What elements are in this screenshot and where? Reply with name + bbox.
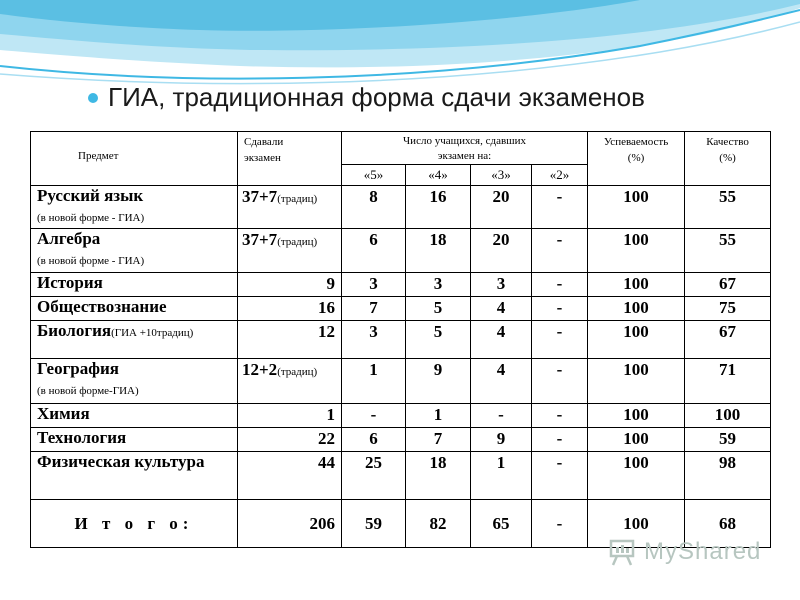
total-took: 206 <box>238 500 342 548</box>
table-row <box>31 452 771 500</box>
took-value: 16 <box>318 298 335 317</box>
table-row <box>31 404 771 428</box>
header-grade-5: «5» <box>342 165 406 186</box>
header-success: Успеваемость (%) <box>588 132 685 186</box>
grade-5-cell: 3 <box>342 273 406 297</box>
bullet-icon <box>88 93 98 103</box>
grade-3-cell: 20 <box>471 229 532 273</box>
grade-5-cell: 8 <box>342 186 406 229</box>
total-success: 100 <box>588 500 685 548</box>
table-row <box>31 359 771 404</box>
took-cell <box>238 404 342 428</box>
success-cell: 100 <box>588 297 685 321</box>
table-row <box>31 273 771 297</box>
grade-4-cell: 5 <box>406 297 471 321</box>
grade-4-cell: 18 <box>406 229 471 273</box>
grade-5-cell: 6 <box>342 229 406 273</box>
quality-cell: 67 <box>685 273 771 297</box>
table-row <box>31 321 771 359</box>
subject-name: Технология <box>37 428 127 447</box>
grade-2-cell: - <box>532 186 588 229</box>
grade-2-cell: - <box>532 359 588 404</box>
success-cell: 100 <box>588 452 685 500</box>
took-value: 22 <box>318 429 335 448</box>
took-value: 37+7 <box>242 230 278 249</box>
grade-4-cell: 16 <box>406 186 471 229</box>
success-cell: 100 <box>588 428 685 452</box>
subject-note: (в новой форме - ГИА) <box>37 212 145 224</box>
total-grade-2: - <box>532 500 588 548</box>
grade-4-cell: 1 <box>406 404 471 428</box>
header-grade-4: «4» <box>406 165 471 186</box>
quality-cell: 100 <box>685 404 771 428</box>
grade-2-cell: - <box>532 321 588 359</box>
grade-2-cell: - <box>532 452 588 500</box>
grade-3-cell: 4 <box>471 297 532 321</box>
took-cell <box>238 273 342 297</box>
took-value: 44 <box>318 453 335 472</box>
took-cell <box>238 428 342 452</box>
table-row <box>31 297 771 321</box>
grade-3-cell: 3 <box>471 273 532 297</box>
quality-cell: 75 <box>685 297 771 321</box>
subject-cell <box>31 273 238 297</box>
took-cell <box>238 452 342 500</box>
subject-name: Химия <box>37 404 90 423</box>
subject-name: Обществознание <box>37 297 167 316</box>
grade-4-cell: 5 <box>406 321 471 359</box>
grade-5-cell: - <box>342 404 406 428</box>
grade-4-cell: 3 <box>406 273 471 297</box>
header-quality: Качество (%) <box>685 132 771 186</box>
took-cell <box>238 229 342 273</box>
table-row <box>31 428 771 452</box>
grade-5-cell: 7 <box>342 297 406 321</box>
subject-note: (в новой форме-ГИА) <box>37 385 139 397</box>
header-row-1 <box>31 132 771 165</box>
slide-title-block <box>88 82 645 113</box>
quality-cell: 67 <box>685 321 771 359</box>
subject-cell <box>31 229 238 273</box>
took-note: (традиц) <box>277 366 318 378</box>
took-cell <box>238 297 342 321</box>
subject-name: Физическая культура <box>37 452 205 471</box>
took-value: 12 <box>318 322 335 341</box>
grade-2-cell: - <box>532 297 588 321</box>
table-row <box>31 229 771 273</box>
grade-2-cell: - <box>532 428 588 452</box>
took-note: (традиц) <box>277 236 318 248</box>
quality-cell: 55 <box>685 229 771 273</box>
total-quality: 68 <box>685 500 771 548</box>
header-subject: Предмет <box>31 132 238 186</box>
presentation-board-icon <box>608 538 638 566</box>
took-value: 37+7 <box>242 187 278 206</box>
took-cell <box>238 359 342 404</box>
grade-4-cell: 7 <box>406 428 471 452</box>
subject-name: История <box>37 273 103 292</box>
grade-4-cell: 18 <box>406 452 471 500</box>
grade-2-cell: - <box>532 273 588 297</box>
subject-name: Алгебра <box>37 229 101 248</box>
grade-3-cell: 20 <box>471 186 532 229</box>
subject-cell <box>31 297 238 321</box>
quality-cell: 55 <box>685 186 771 229</box>
slide-title: ГИА, традиционная форма сдачи экзаменов <box>108 82 645 112</box>
grade-5-cell: 6 <box>342 428 406 452</box>
grade-4-cell: 9 <box>406 359 471 404</box>
watermark <box>608 538 761 566</box>
took-cell <box>238 321 342 359</box>
success-cell: 100 <box>588 273 685 297</box>
header-grade-2: «2» <box>532 165 588 186</box>
results-table <box>30 131 771 548</box>
took-value: 9 <box>326 274 335 293</box>
grade-3-cell: 4 <box>471 359 532 404</box>
header-took: Сдавали экзамен <box>238 132 342 186</box>
subject-note: (в новой форме - ГИА) <box>37 255 145 267</box>
took-value: 1 <box>326 405 335 424</box>
grade-3-cell: 1 <box>471 452 532 500</box>
total-label: И т о г о: <box>31 500 238 548</box>
subject-name: Биология <box>37 321 112 340</box>
subject-cell <box>31 452 238 500</box>
took-cell <box>238 186 342 229</box>
grade-3-cell: - <box>471 404 532 428</box>
grade-5-cell: 25 <box>342 452 406 500</box>
success-cell: 100 <box>588 229 685 273</box>
took-note: (традиц) <box>277 193 318 205</box>
quality-cell: 71 <box>685 359 771 404</box>
grade-3-cell: 4 <box>471 321 532 359</box>
subject-name: Русский язык <box>37 186 144 205</box>
grade-5-cell: 1 <box>342 359 406 404</box>
grade-2-cell: - <box>532 404 588 428</box>
header-count: Число учащихся, сдавших экзамен на: <box>342 132 588 165</box>
subject-cell <box>31 404 238 428</box>
subject-cell <box>31 186 238 229</box>
subject-cell <box>31 428 238 452</box>
quality-cell: 98 <box>685 452 771 500</box>
subject-cell <box>31 359 238 404</box>
table-row <box>31 186 771 229</box>
subject-cell <box>31 321 238 359</box>
grade-3-cell: 9 <box>471 428 532 452</box>
watermark-text: MyShared <box>644 538 762 565</box>
took-value: 12+2 <box>242 360 278 379</box>
success-cell: 100 <box>588 186 685 229</box>
total-grade-3: 65 <box>471 500 532 548</box>
subject-note: (ГИА +10традиц) <box>111 327 194 339</box>
grade-5-cell: 3 <box>342 321 406 359</box>
header-grade-3: «3» <box>471 165 532 186</box>
quality-cell: 59 <box>685 428 771 452</box>
success-cell: 100 <box>588 321 685 359</box>
total-grade-5: 59 <box>342 500 406 548</box>
total-grade-4: 82 <box>406 500 471 548</box>
success-cell: 100 <box>588 359 685 404</box>
subject-name: География <box>37 359 119 378</box>
success-cell: 100 <box>588 404 685 428</box>
grade-2-cell: - <box>532 229 588 273</box>
